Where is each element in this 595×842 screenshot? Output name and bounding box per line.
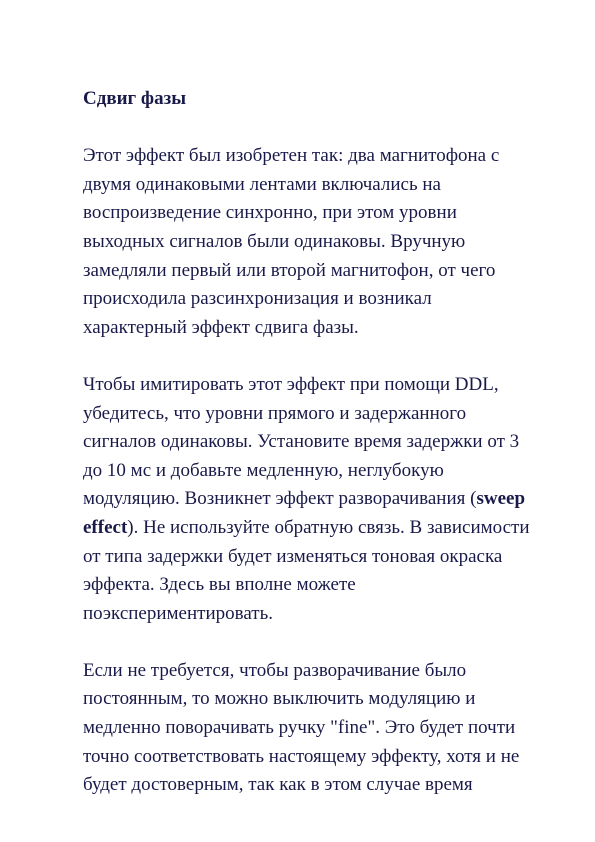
text-line: выходных сигналов были одинаковы. Вручную: [83, 230, 466, 252]
text-line: [83, 514, 563, 543]
text-segment: ). Не используйте обратную связь. В зависимости: [127, 516, 530, 538]
text-line: Чтобы имитировать этот эффект при помощи DDL,: [83, 373, 499, 395]
text-line: [83, 485, 563, 514]
bold-term: effect: [83, 516, 128, 538]
text-line: постоянным, то можно выключить модуляцию и: [83, 688, 476, 710]
bold-term: sweep: [476, 488, 526, 510]
document-content: [83, 85, 563, 828]
text-line: эффекта. Здесь вы вполне можете: [83, 574, 356, 596]
text-line: убедитесь, что уровни прямого и задержанного: [83, 402, 467, 424]
text-line: до 10 мс и добавьте медленную, неглубокую: [83, 459, 444, 481]
text-line: происходила разсинхронизация и возникал: [83, 288, 432, 310]
text-line: сигналов одинаковы. Установите время задержки от 3: [83, 431, 520, 453]
section-title: Сдвиг фазы: [83, 88, 187, 109]
text-line: будет достоверным, так как в этом случае время: [83, 774, 473, 796]
text-line: двумя одинаковыми лентами включались на: [83, 173, 441, 195]
paragraph-3: [83, 657, 563, 800]
text-line: точно соответствовать настоящему эффекту, хотя и не: [83, 745, 520, 767]
text-line: Если не требуется, чтобы разворачивание было: [83, 659, 467, 681]
text-line: замедляли первый или второй магнитофон, от чего: [83, 259, 496, 281]
text-line: характерный эффект сдвига фазы.: [83, 316, 359, 338]
text-line: поэкспериментировать.: [83, 602, 273, 624]
paragraph-1: [83, 142, 563, 342]
text-line: медленно поворачивать ручку "fine". Это будет почти: [83, 717, 516, 739]
paragraph-2: [83, 371, 563, 628]
text-line: Этот эффект был изобретен так: два магнитофона с: [83, 145, 500, 167]
text-line: воспроизведение синхронно, при этом уровни: [83, 202, 457, 224]
text-line: от типа задержки будет изменяться тоновая окраска: [83, 545, 503, 567]
text-segment: модуляцию. Возникнет эффект разворачивания (: [83, 488, 477, 510]
